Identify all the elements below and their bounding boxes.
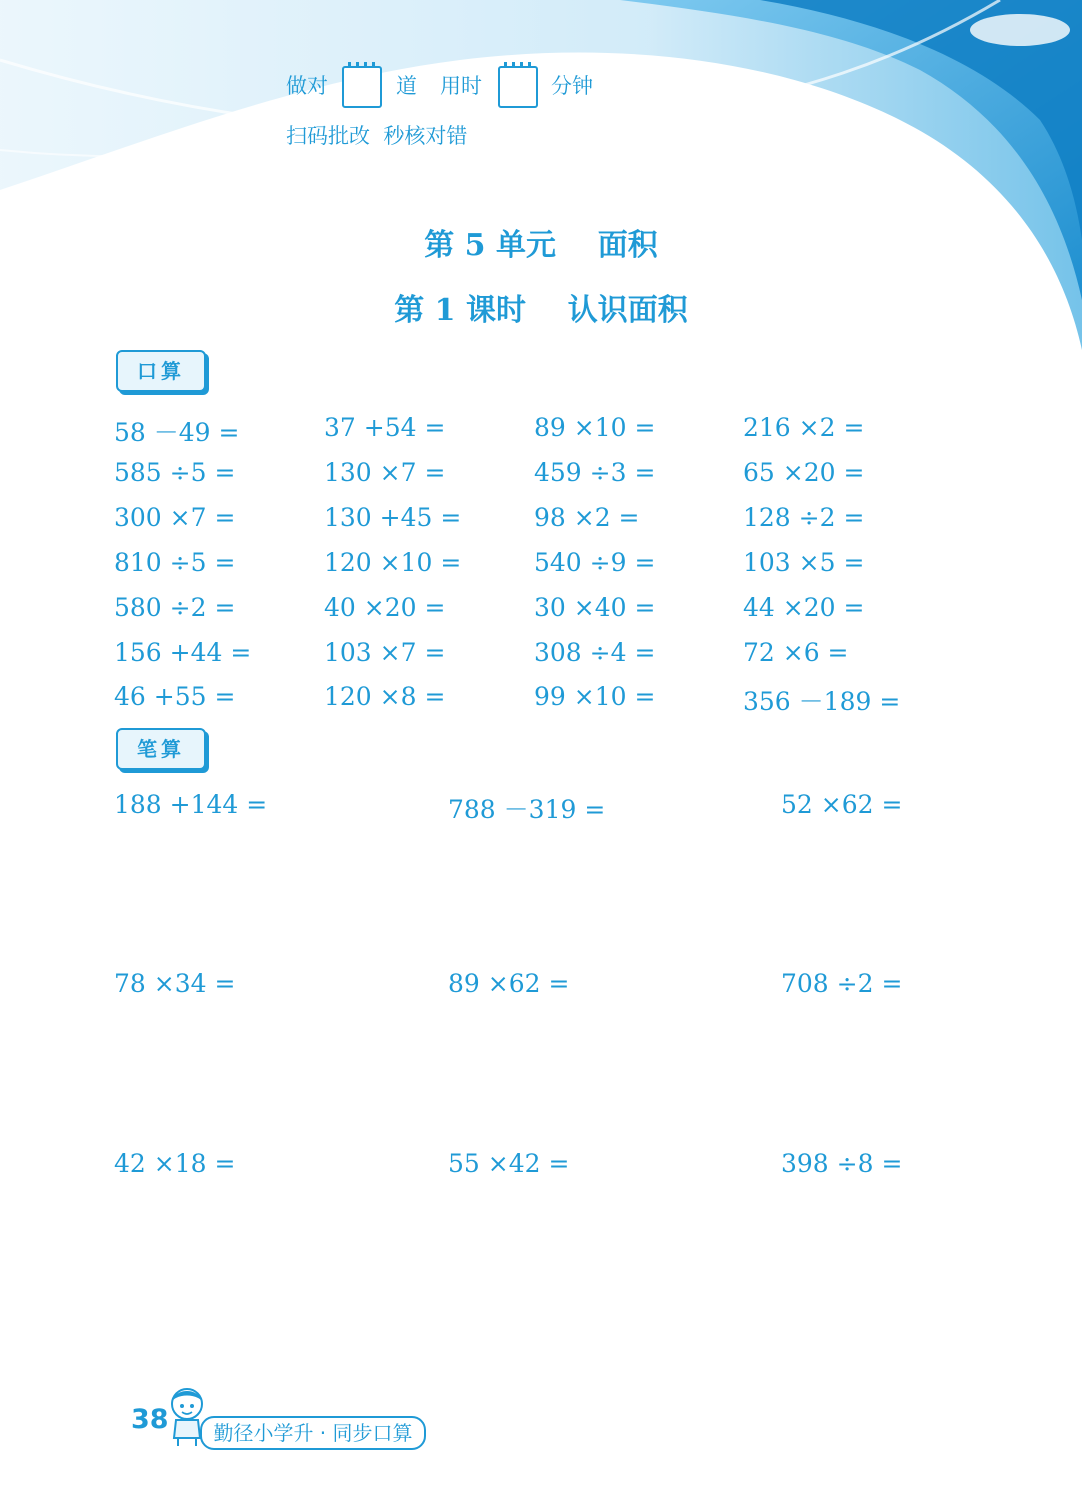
written-problem: 788 －319 = <box>448 795 606 824</box>
oral-problem: 98 ×2 = <box>534 503 640 532</box>
oral-problem: 72 ×6 = <box>743 638 849 667</box>
oral-problem: 103 ×7 = <box>324 638 446 667</box>
written-problem: 55 ×42 = <box>448 1149 570 1178</box>
oral-problem: 810 ÷5 = <box>114 548 236 577</box>
written-problem: 78 ×34 = <box>114 969 236 998</box>
done-label: 做对 <box>286 74 328 98</box>
oral-problem: 156 +44 = <box>114 638 252 667</box>
oral-problem: 216 ×2 = <box>743 413 865 442</box>
time-box[interactable] <box>498 66 538 108</box>
oral-problem: 40 ×20 = <box>324 593 446 622</box>
oral-problem: 130 +45 = <box>324 503 462 532</box>
oral-problem: 37 +54 = <box>324 413 446 442</box>
written-problem: 42 ×18 = <box>114 1149 236 1178</box>
oral-problem: 99 ×10 = <box>534 682 656 711</box>
oral-problem: 65 ×20 = <box>743 458 865 487</box>
oral-problem: 540 ÷9 = <box>534 548 656 577</box>
oral-problem: 459 ÷3 = <box>534 458 656 487</box>
time-label: 用时 <box>440 74 482 98</box>
oral-section-tag: 口算 <box>116 350 206 392</box>
written-problem: 708 ÷2 = <box>781 969 903 998</box>
oral-problem: 128 ÷2 = <box>743 503 865 532</box>
oral-problem: 120 ×8 = <box>324 682 446 711</box>
oral-problem: 58 －49 = <box>114 418 240 447</box>
oral-problem: 580 ÷2 = <box>114 593 236 622</box>
oral-problem: 46 +55 = <box>114 682 236 711</box>
oral-problem: 300 ×7 = <box>114 503 236 532</box>
oral-problem: 103 ×5 = <box>743 548 865 577</box>
written-problem: 52 ×62 = <box>781 790 903 819</box>
unit-title: 第 5 单元 面积 <box>424 228 658 263</box>
oral-problem: 44 ×20 = <box>743 593 865 622</box>
written-problem: 188 +144 = <box>114 790 268 819</box>
written-problem: 89 ×62 = <box>448 969 570 998</box>
page-number: 38 <box>131 1404 169 1435</box>
questions-unit: 道 <box>396 74 417 98</box>
lesson-title: 第 1 课时 认识面积 <box>394 293 688 328</box>
oral-problem: 585 ÷5 = <box>114 458 236 487</box>
correct-count-box[interactable] <box>342 66 382 108</box>
minutes-unit: 分钟 <box>551 74 593 98</box>
written-problem: 398 ÷8 = <box>781 1149 903 1178</box>
book-title-badge: 勤径小学升 · 同步口算 <box>200 1416 426 1450</box>
oral-problem: 308 ÷4 = <box>534 638 656 667</box>
oral-problem: 30 ×40 = <box>534 593 656 622</box>
oral-problem: 356 －189 = <box>743 687 901 716</box>
oral-problem: 130 ×7 = <box>324 458 446 487</box>
scan-text: 扫码批改 秒核对错 <box>286 124 468 148</box>
oral-problem: 89 ×10 = <box>534 413 656 442</box>
oral-problem: 120 ×10 = <box>324 548 462 577</box>
written-section-tag: 笔算 <box>116 728 206 770</box>
